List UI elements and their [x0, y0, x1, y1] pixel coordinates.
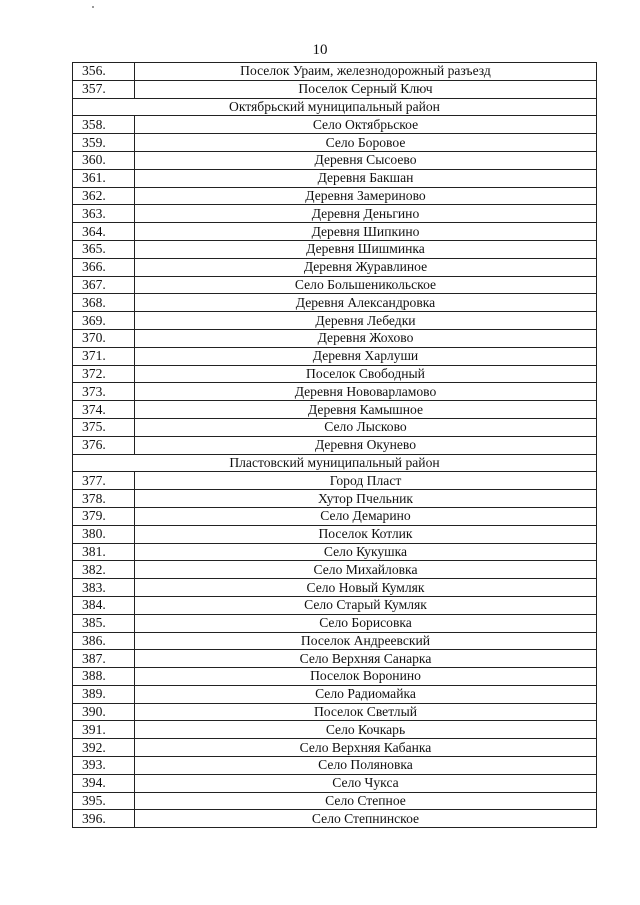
settlement-name: Деревня Нововарламово [135, 383, 597, 401]
table-row [73, 650, 597, 668]
settlement-name: Село Верхняя Санарка [135, 650, 597, 668]
table-row [73, 80, 597, 98]
table-row [73, 543, 597, 561]
row-number: 363. [73, 205, 135, 223]
settlement-name: Деревня Жохово [135, 329, 597, 347]
row-number: 365. [73, 240, 135, 258]
row-number: 377. [73, 472, 135, 490]
table-row [73, 151, 597, 169]
settlement-name: Поселок Ураим, железнодорожный разъезд [135, 63, 597, 81]
settlement-name: Село Старый Кумляк [135, 596, 597, 614]
row-number: 357. [73, 80, 135, 98]
settlement-name: Поселок Серный Ключ [135, 80, 597, 98]
settlement-name: Село Лысково [135, 418, 597, 436]
settlements-table [72, 62, 597, 828]
settlement-name: Село Чукса [135, 774, 597, 792]
settlement-name: Деревня Сысоево [135, 151, 597, 169]
settlement-name: Деревня Замериново [135, 187, 597, 205]
table-row [73, 205, 597, 223]
row-number: 361. [73, 169, 135, 187]
district-name: Пластовский муниципальный район [73, 454, 597, 472]
district-header-row [73, 454, 597, 472]
settlement-name: Село Боровое [135, 134, 597, 152]
settlement-name: Деревня Шишминка [135, 240, 597, 258]
table-row [73, 187, 597, 205]
table-row [73, 63, 597, 81]
settlement-name: Деревня Александровка [135, 294, 597, 312]
row-number: 390. [73, 703, 135, 721]
settlement-name: Село Кукушка [135, 543, 597, 561]
row-number: 372. [73, 365, 135, 383]
row-number: 385. [73, 614, 135, 632]
table-row [73, 774, 597, 792]
row-number: 362. [73, 187, 135, 205]
table-row [73, 525, 597, 543]
table-row [73, 383, 597, 401]
settlement-name: Деревня Камышное [135, 401, 597, 419]
settlement-name: Село Новый Кумляк [135, 579, 597, 597]
row-number: 380. [73, 525, 135, 543]
row-number: 389. [73, 685, 135, 703]
row-number: 370. [73, 329, 135, 347]
row-number: 374. [73, 401, 135, 419]
table-row [73, 810, 597, 828]
row-number: 369. [73, 312, 135, 330]
row-number: 396. [73, 810, 135, 828]
table-row [73, 685, 597, 703]
settlement-name: Хутор Пчельник [135, 490, 597, 508]
settlement-name: Село Степнинское [135, 810, 597, 828]
table-row [73, 436, 597, 454]
row-number: 373. [73, 383, 135, 401]
table-row [73, 632, 597, 650]
settlement-name: Поселок Воронино [135, 668, 597, 686]
settlement-name: Село Михайловка [135, 561, 597, 579]
page-number: 10 [312, 42, 328, 58]
row-number: 379. [73, 507, 135, 525]
settlement-name: Поселок Андреевский [135, 632, 597, 650]
settlement-name: Деревня Бакшан [135, 169, 597, 187]
table-row [73, 418, 597, 436]
table-row [73, 258, 597, 276]
settlement-name: Деревня Журавлиное [135, 258, 597, 276]
settlement-name: Село Кочкарь [135, 721, 597, 739]
settlement-name: Деревня Деньгино [135, 205, 597, 223]
settlement-name: Поселок Котлик [135, 525, 597, 543]
table-row [73, 561, 597, 579]
settlement-name: Село Большеникольское [135, 276, 597, 294]
table-row [73, 134, 597, 152]
settlement-name: Деревня Лебедки [135, 312, 597, 330]
district-header-row [73, 98, 597, 116]
row-number: 359. [73, 134, 135, 152]
table-row [73, 294, 597, 312]
row-number: 387. [73, 650, 135, 668]
settlement-name: Село Верхняя Кабанка [135, 739, 597, 757]
row-number: 356. [73, 63, 135, 81]
settlement-name: Город Пласт [135, 472, 597, 490]
table-row [73, 223, 597, 241]
table-row [73, 472, 597, 490]
settlement-name: Деревня Окунево [135, 436, 597, 454]
row-number: 382. [73, 561, 135, 579]
table-row [73, 792, 597, 810]
row-number: 392. [73, 739, 135, 757]
row-number: 388. [73, 668, 135, 686]
table-row [73, 329, 597, 347]
scan-speck [92, 6, 94, 8]
table-row [73, 703, 597, 721]
table-row [73, 240, 597, 258]
row-number: 364. [73, 223, 135, 241]
row-number: 366. [73, 258, 135, 276]
table-row [73, 116, 597, 134]
table-row [73, 507, 597, 525]
settlement-name: Деревня Шипкино [135, 223, 597, 241]
row-number: 383. [73, 579, 135, 597]
table-row [73, 490, 597, 508]
district-name: Октябрьский муниципальный район [73, 98, 597, 116]
row-number: 371. [73, 347, 135, 365]
table-row [73, 757, 597, 775]
settlement-name: Село Поляновка [135, 757, 597, 775]
settlement-name: Село Степное [135, 792, 597, 810]
table-row [73, 401, 597, 419]
row-number: 393. [73, 757, 135, 775]
row-number: 358. [73, 116, 135, 134]
row-number: 378. [73, 490, 135, 508]
table-row [73, 668, 597, 686]
row-number: 376. [73, 436, 135, 454]
row-number: 395. [73, 792, 135, 810]
table-row [73, 614, 597, 632]
table-row [73, 739, 597, 757]
row-number: 391. [73, 721, 135, 739]
settlement-name: Село Радиомайка [135, 685, 597, 703]
row-number: 381. [73, 543, 135, 561]
table-row [73, 169, 597, 187]
row-number: 375. [73, 418, 135, 436]
table-row [73, 365, 597, 383]
table-row [73, 596, 597, 614]
table-row [73, 721, 597, 739]
settlement-name: Поселок Светлый [135, 703, 597, 721]
row-number: 386. [73, 632, 135, 650]
settlement-name: Село Борисовка [135, 614, 597, 632]
row-number: 384. [73, 596, 135, 614]
row-number: 360. [73, 151, 135, 169]
table-row [73, 276, 597, 294]
table-row [73, 347, 597, 365]
row-number: 368. [73, 294, 135, 312]
table-row [73, 579, 597, 597]
table-row [73, 312, 597, 330]
row-number: 394. [73, 774, 135, 792]
row-number: 367. [73, 276, 135, 294]
settlement-name: Поселок Свободный [135, 365, 597, 383]
settlement-name: Село Демарино [135, 507, 597, 525]
settlement-name: Деревня Харлуши [135, 347, 597, 365]
settlement-name: Село Октябрьское [135, 116, 597, 134]
settlements-table-body [73, 63, 597, 828]
